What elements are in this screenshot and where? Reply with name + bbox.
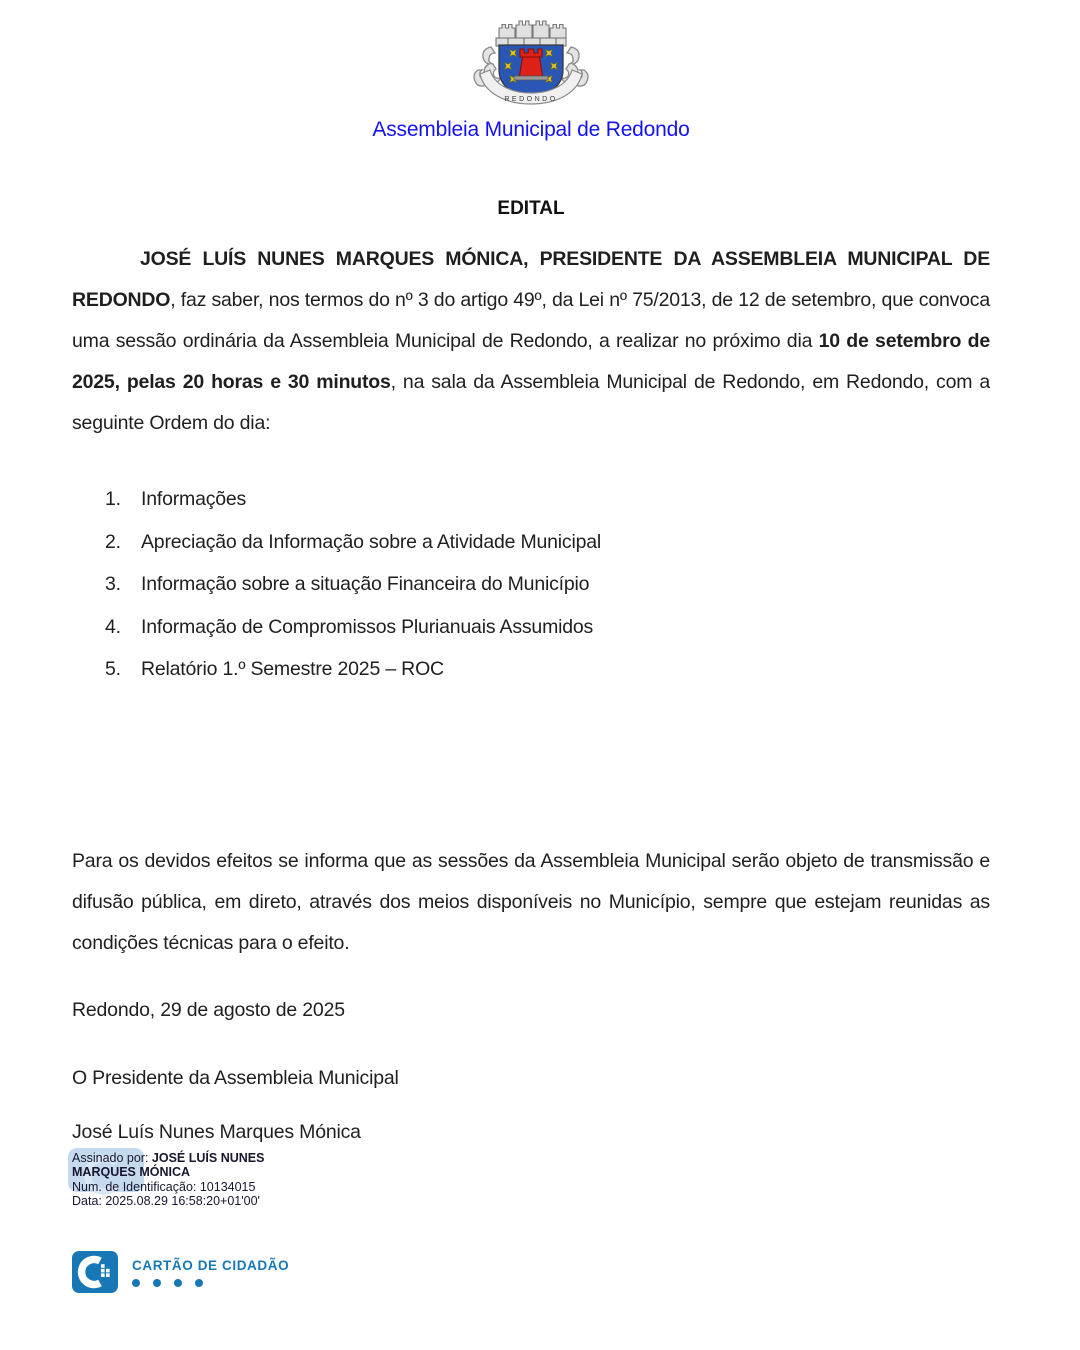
agenda-item-number: 4. bbox=[105, 615, 121, 638]
signed-by-name: JOSÉ LUÍS NUNES MARQUES MÓNICA bbox=[72, 1150, 265, 1179]
coat-of-arms-icon bbox=[458, 12, 604, 116]
signature-id-line: Num. de Identificação: 10134015 bbox=[72, 1179, 256, 1194]
signer-name: José Luís Nunes Marques Mónica bbox=[72, 1120, 361, 1143]
signature-date-line: Data: 2025.08.29 16:58:20+01'00' bbox=[72, 1194, 260, 1208]
document-heading: EDITAL bbox=[497, 198, 565, 219]
agenda-item bbox=[72, 563, 990, 606]
agenda-item-label: Informações bbox=[141, 488, 247, 510]
dot-icon bbox=[153, 1279, 161, 1287]
citizen-card-label: CARTÃO DE CIDADÃO bbox=[132, 1257, 290, 1273]
agenda-item-label: Informação de Compromissos Plurianuais Assumidos bbox=[141, 615, 594, 638]
agenda-item-number: 5. bbox=[105, 658, 121, 680]
citizen-card-dots bbox=[132, 1279, 289, 1287]
agenda-list bbox=[72, 478, 990, 691]
crest-motto: REDONDO bbox=[504, 96, 558, 103]
agenda-item-label: Apreciação da Informação sobre a Atividade Municipal bbox=[141, 530, 602, 553]
citizen-card-icon bbox=[72, 1251, 118, 1293]
signed-by-label: Assinado por: bbox=[72, 1150, 152, 1165]
agenda-item bbox=[72, 648, 990, 691]
municipal-coat-of-arms bbox=[458, 12, 604, 116]
signer-title: O Presidente da Assembleia Municipal bbox=[72, 1066, 399, 1089]
broadcast-paragraph: Para os devidos efeitos se informa que as sessões da Assembleia Municipal serão objeto de transmissão e difusão pública, em direto, através dos meios disponíveis no Município, sempre que estejam reunidas as condições técnicas para o efeito. bbox=[72, 849, 990, 954]
dot-icon bbox=[132, 1279, 140, 1287]
dot-icon bbox=[195, 1279, 203, 1287]
agenda-item bbox=[72, 521, 990, 564]
convocation-paragraph: JOSÉ LUÍS NUNES MARQUES MÓNICA, PRESIDENTE DA ASSEMBLEIA MUNICIPAL DE REDONDO, faz saber, nos termos do nº 3 do artigo 49º, da Lei nº 75/2013, de 12 de setembro, que convoca uma sessão ordinária da Assembleia Municipal de Redondo, a realizar no próximo dia 10 de setembro de 2025, pelas 20 horas e 30 minutos, na sala da Assembleia Municipal de Redondo, em Redondo, com a seguinte Ordem do dia: bbox=[72, 248, 990, 434]
digital-signature-block bbox=[72, 1151, 372, 1209]
citizen-card-logo bbox=[72, 1251, 990, 1293]
agenda-item-number: 1. bbox=[105, 488, 121, 510]
place-date-line: Redondo, 29 de agosto de 2025 bbox=[72, 998, 345, 1021]
agenda-item bbox=[72, 478, 990, 521]
organization-title: Assembleia Municipal de Redondo bbox=[372, 118, 690, 141]
signature-signed-by-line bbox=[72, 1151, 330, 1180]
dot-icon bbox=[174, 1279, 182, 1287]
agenda-item-number: 3. bbox=[105, 573, 121, 595]
agenda-item-number: 2. bbox=[105, 530, 121, 553]
agenda-item-label: Relatório 1.º Semestre 2025 – ROC bbox=[141, 658, 444, 680]
agenda-item bbox=[72, 606, 990, 649]
agenda-item-label: Informação sobre a situação Financeira do Município bbox=[141, 573, 590, 595]
